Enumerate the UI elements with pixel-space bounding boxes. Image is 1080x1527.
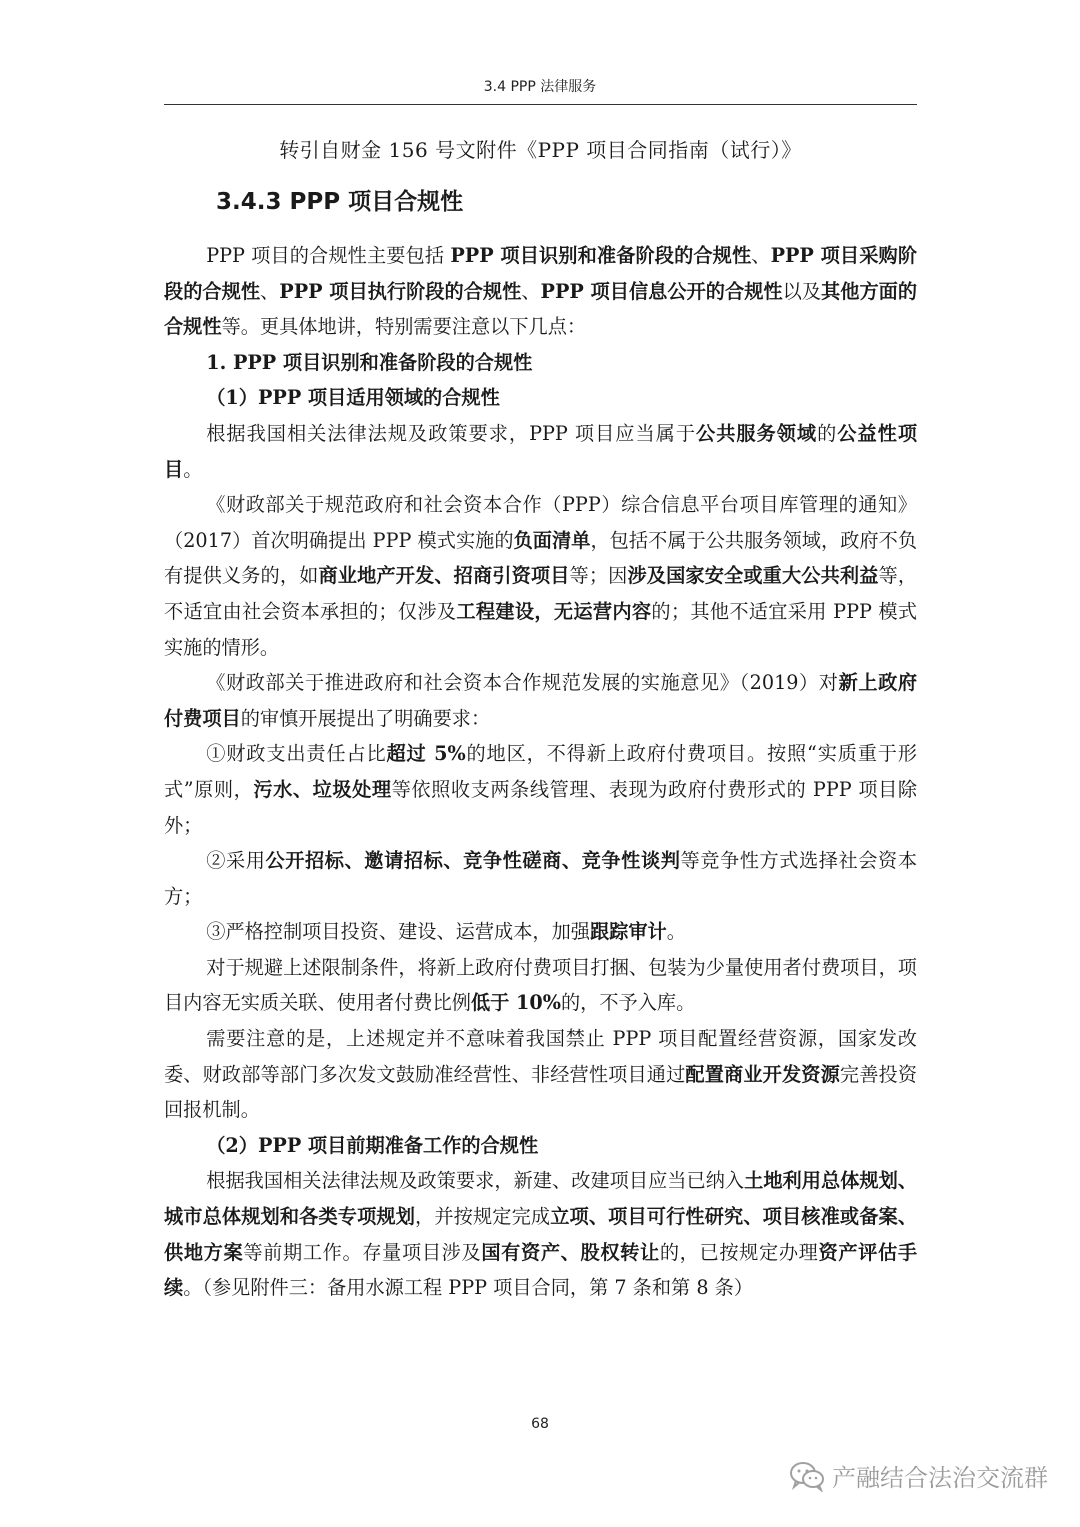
paragraph — [164, 914, 917, 950]
emphasis-text: 配置商业开发资源 — [685, 1062, 840, 1086]
text-run: 。（参见附件三：备用水源工程 PPP 项目合同，第 7 条和第 8 条） — [183, 1276, 754, 1300]
text-run: 对于规避上述限制条件，将新上政府付费项目打捆、包装为少量使用者付费项目，项目内容无实质关联、使用者付费比例 — [164, 955, 917, 1015]
text-run: （1）PPP 项目适用领域的合规性 — [206, 386, 500, 410]
paragraph — [164, 843, 917, 914]
text-run: 完善投资回报机制。 — [164, 1062, 918, 1122]
text-run: ②采用 — [206, 849, 266, 873]
text-run: 的 — [817, 421, 838, 445]
emphasis-text: 商业地产开发、招商引资项目 — [318, 564, 570, 588]
wechat-icon — [788, 1460, 826, 1492]
text-run: 等依照收支两条线管理、表现为政府付费形式的 PPP 项目除外； — [164, 777, 918, 837]
text-run: 等；因 — [569, 564, 628, 588]
emphasis-text: 涉及国家安全或重大公共利益 — [627, 564, 879, 588]
text-run: ①财政支出责任占比 — [206, 742, 387, 766]
emphasis-text: 国有资产、股权转让 — [481, 1240, 660, 1264]
page-content — [164, 132, 917, 1306]
emphasis-text: 低于 10% — [471, 991, 561, 1015]
paragraph — [164, 1021, 917, 1128]
subheading — [164, 380, 917, 416]
text-run: 的，不予入库。 — [561, 991, 696, 1015]
emphasis-text: 超过 5% — [386, 742, 466, 766]
text-run: 等。更具体地讲，特别需要注意以下几点： — [221, 315, 587, 339]
emphasis-text: 公开招标、邀请招标、竞争性磋商、竞争性谈判 — [265, 849, 681, 873]
text-run: （2）PPP 项目前期准备工作的合规性 — [206, 1133, 539, 1157]
text-run: 、 — [260, 279, 280, 303]
subheading — [164, 345, 917, 381]
text-run: ，并按规定完成 — [415, 1205, 551, 1229]
emphasis-text: 新上政府付费项目 — [164, 671, 918, 730]
text-run: 。 — [666, 920, 686, 944]
text-run: 《财政部关于推进政府和社会资本合作规范发展的实施意见》（2019）对 — [206, 671, 839, 695]
paragraph — [164, 950, 917, 1021]
text-run: 需要注意的是，上述规定并不意味着我国禁止 PPP 项目配置经营资源，国家发改委、财政部等部门多次发文鼓励准经营性、非经营性项目通过 — [164, 1027, 917, 1086]
text-run: 、 — [751, 244, 771, 267]
emphasis-text: 资产评估手续 — [164, 1240, 918, 1300]
text-run: 等前期工作。存量项目涉及 — [243, 1240, 482, 1264]
text-run: 等，不适宜由社会资本承担的；仅涉及 — [164, 564, 918, 623]
paragraph — [164, 487, 917, 665]
paragraph — [164, 238, 917, 345]
watermark — [788, 1458, 1048, 1493]
text-run: 的地区，不得新上政府付费项目。按照“实质重于形式”原则， — [164, 742, 918, 801]
emphasis-text: 工程建设，无运营内容 — [456, 599, 652, 623]
text-run: 的审慎开展提出了明确要求： — [240, 706, 491, 730]
text-run: 、 — [521, 279, 541, 303]
emphasis-text: 土地利用总体规划、城市总体规划和各类专项规划 — [164, 1169, 918, 1229]
emphasis-text: PPP 项目采购阶段的合规性 — [164, 244, 918, 303]
header-rule — [164, 104, 917, 105]
running-header: 3.4 PPP 法律服务 — [483, 79, 597, 95]
section-title: 3.4.3 PPP 项目合规性 — [216, 189, 464, 215]
reference-line: 转引自财金 156 号文附件《PPP 项目合同指南（试行）》 — [279, 138, 802, 162]
emphasis-text: 立项、项目可行性研究、项目核准或备案、供地方案 — [164, 1205, 918, 1264]
text-run: 根据我国相关法律法规及政策要求，新建、改建项目应当已纳入 — [206, 1169, 745, 1193]
watermark-text: 产融结合法治交流群 — [832, 1464, 1048, 1492]
emphasis-text: PPP 项目信息公开的合规性 — [540, 279, 783, 303]
body-paragraphs — [164, 238, 917, 1306]
text-run: PPP 项目的合规性主要包括 — [206, 244, 451, 267]
text-run: 。 — [183, 457, 203, 481]
emphasis-text: 跟踪审计 — [589, 920, 667, 944]
page-number: 68 — [531, 1416, 549, 1432]
emphasis-text: 负面清单 — [513, 528, 591, 552]
text-run: 根据我国相关法律法规及政策要求，PPP 项目应当属于 — [206, 421, 697, 445]
text-run: 以及 — [782, 279, 822, 303]
text-run: 1. PPP 项目识别和准备阶段的合规性 — [206, 350, 533, 374]
text-run: 等竞争性方式选择社会资本方； — [164, 849, 918, 908]
paragraph — [164, 665, 917, 736]
subheading — [164, 1128, 917, 1164]
text-run: ，包括不属于公共服务领域，政府不负有提供义务的，如 — [164, 528, 918, 588]
text-run: ③严格控制项目投资、建设、运营成本，加强 — [206, 920, 590, 944]
paragraph — [164, 1163, 917, 1305]
text-run: 《财政部关于规范政府和社会资本合作（PPP）综合信息平台项目库管理的通知》（2017）首次明确提出 PPP 模式实施的 — [164, 493, 917, 552]
paragraph — [164, 736, 917, 843]
text-run: 的，已按规定办理 — [659, 1240, 819, 1264]
emphasis-text: 污水、垃圾处理 — [253, 777, 392, 801]
emphasis-text: PPP 项目识别和准备阶段的合规性 — [450, 244, 752, 267]
paragraph — [164, 416, 917, 487]
emphasis-text: PPP 项目执行阶段的合规性 — [279, 279, 522, 303]
emphasis-text: 公益性项目 — [164, 421, 918, 481]
text-run: 的；其他不适宜采用 PPP 模式实施的情形。 — [164, 599, 918, 659]
emphasis-text: 公共服务领域 — [696, 421, 818, 445]
emphasis-text: 其他方面的合规性 — [164, 279, 918, 339]
